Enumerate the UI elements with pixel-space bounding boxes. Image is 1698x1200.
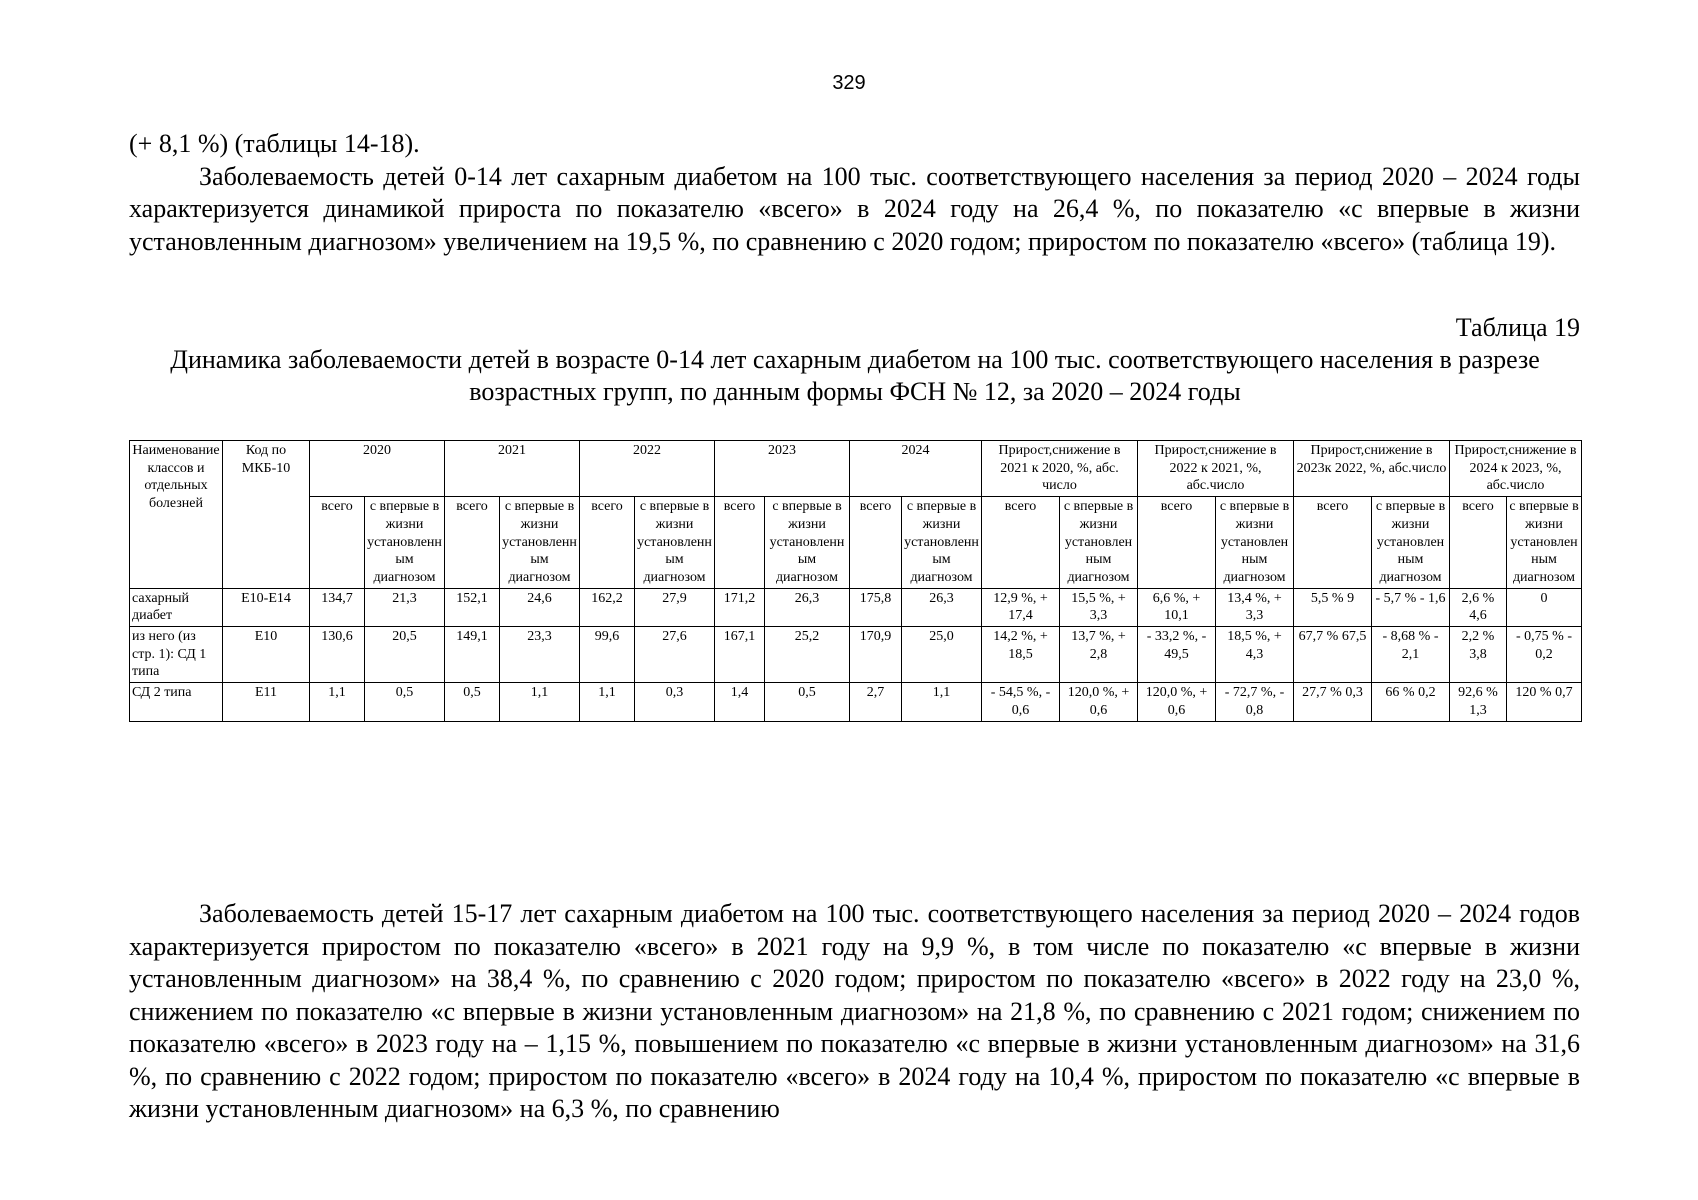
cell: 1,1 <box>580 683 635 721</box>
cell: 25,2 <box>765 627 850 683</box>
change-cell: - 8,68 % - 2,1 <box>1372 627 1450 683</box>
header-year: 2022 <box>580 441 715 497</box>
cell: 0,5 <box>365 683 445 721</box>
header-name: Наименование классов и отдельных болезней <box>130 441 223 589</box>
header-total: всего <box>445 497 500 589</box>
header-year: 2023 <box>715 441 850 497</box>
change-cell: 6,6 %, + 10,1 <box>1138 588 1216 626</box>
header-new: с впервые в жизни установленным диагнозом <box>1060 497 1138 589</box>
change-cell: 0 <box>1507 588 1582 626</box>
cell: 130,6 <box>310 627 365 683</box>
cell: 171,2 <box>715 588 765 626</box>
header-total: всего <box>580 497 635 589</box>
cell: 25,0 <box>902 627 982 683</box>
change-cell: - 54,5 %, - 0,6 <box>982 683 1060 721</box>
change-cell: - 33,2 %, - 49,5 <box>1138 627 1216 683</box>
change-cell: 14,2 %, + 18,5 <box>982 627 1060 683</box>
change-cell: 18,5 %, + 4,3 <box>1216 627 1294 683</box>
change-cell: 2,6 % 4,6 <box>1450 588 1507 626</box>
intro-line: (+ 8,1 %) (таблицы 14-18). <box>129 129 420 158</box>
cell: 152,1 <box>445 588 500 626</box>
header-year: 2020 <box>310 441 445 497</box>
header-new: с впервые в жизни установленным диагнозом <box>500 497 580 589</box>
cell: 149,1 <box>445 627 500 683</box>
header-total: всего <box>1138 497 1216 589</box>
cell: 99,6 <box>580 627 635 683</box>
cell: 1,4 <box>715 683 765 721</box>
header-new: с впервые в жизни установленным диагнозом <box>1507 497 1582 589</box>
header-total: всего <box>1294 497 1372 589</box>
change-cell: 92,6 % 1,3 <box>1450 683 1507 721</box>
header-new: с впервые в жизни установленным диагнозом <box>635 497 715 589</box>
change-cell: 66 % 0,2 <box>1372 683 1450 721</box>
after-text <box>129 898 1580 1126</box>
cell: 26,3 <box>902 588 982 626</box>
page-number: 329 <box>832 72 866 94</box>
change-cell: - 5,7 % - 1,6 <box>1372 588 1450 626</box>
change-cell: 120,0 %, + 0,6 <box>1060 683 1138 721</box>
cell: 1,1 <box>500 683 580 721</box>
header-total: всего <box>982 497 1060 589</box>
change-cell: 2,2 % 3,8 <box>1450 627 1507 683</box>
header-total: всего <box>715 497 765 589</box>
cell: 26,3 <box>765 588 850 626</box>
table-caption: Динамика заболеваемости детей в возрасте 0-14 лет сахарным диабетом на 100 тыс. соответствующего населения в разрезе возрастных групп, по данным формы ФСН № 12, за 2020 – 2024 годы <box>170 345 1540 406</box>
change-cell: 67,7 % 67,5 <box>1294 627 1372 683</box>
header-year: 2021 <box>445 441 580 497</box>
intro-paragraph: Заболеваемость детей 0-14 лет сахарным диабетом на 100 тыс. соответствующего населения за период 2020 – 2024 годы характеризуется динамикой прироста по показателю «всего» в 2024 году на 26,4 %, по показателю «с впервые в жизни установленным диагнозом» увеличением на 19,5 %, по сравнению с 2020 годом; приростом по показателю «всего» (таблица 19). <box>129 161 1580 256</box>
header-change: Прирост,снижение в 2021 к 2020, %, абс. число <box>982 441 1138 497</box>
change-cell: 120,0 %, + 0,6 <box>1138 683 1216 721</box>
change-cell: 13,4 %, + 3,3 <box>1216 588 1294 626</box>
table-number: Таблица 19 <box>1455 313 1580 342</box>
header-new: с впервые в жизни установленным диагнозом <box>1216 497 1294 589</box>
cell: 162,2 <box>580 588 635 626</box>
intro-text <box>129 128 1580 258</box>
cell: 170,9 <box>850 627 902 683</box>
after-paragraph: Заболеваемость детей 15-17 лет сахарным диабетом на 100 тыс. соответствующего населения за период 2020 – 2024 годов характеризуется приростом по показателю «всего» в 2021 году на 9,9 %, в том числе по показателю «с впервые в жизни установленным диагнозом» на 38,4 %, по сравнению с 2020 годом; приростом по показателю «всего» в 2022 году на 23,0 %, снижением по показателю «с впервые в жизни установленным диагнозом» на 21,8 %, по сравнению с 2021 годом; снижением по показателю «всего» в 2023 году на – 1,15 %, повышением по показателю «с впервые в жизни установленным диагнозом» на 31,6 %, по сравнению с 2022 годом; приростом по показателю «всего» в 2024 году на 10,4 %, приростом по показателю «с впервые в жизни установленным диагнозом» на 6,3 %, по сравнению <box>129 899 1580 1123</box>
row-name: СД 2 типа <box>130 683 223 721</box>
change-cell: 13,7 %, + 2,8 <box>1060 627 1138 683</box>
header-new: с впервые в жизни установленным диагнозом <box>1372 497 1450 589</box>
cell: 20,5 <box>365 627 445 683</box>
row-code: Е10 <box>223 627 310 683</box>
header-row-years <box>130 441 1582 497</box>
cell: 0,3 <box>635 683 715 721</box>
cell: 27,9 <box>635 588 715 626</box>
cell: 0,5 <box>765 683 850 721</box>
change-cell: - 72,7 %, - 0,8 <box>1216 683 1294 721</box>
cell: 1,1 <box>902 683 982 721</box>
incidence-table <box>129 440 1582 722</box>
change-cell: 12,9 %, + 17,4 <box>982 588 1060 626</box>
cell: 23,3 <box>500 627 580 683</box>
change-cell: 5,5 % 9 <box>1294 588 1372 626</box>
change-cell: 15,5 %, + 3,3 <box>1060 588 1138 626</box>
row-name: из него (из стр. 1): СД 1 типа <box>130 627 223 683</box>
cell: 0,5 <box>445 683 500 721</box>
table-row <box>130 683 1582 721</box>
header-year: 2024 <box>850 441 982 497</box>
change-cell: - 0,75 % - 0,2 <box>1507 627 1582 683</box>
header-new: с впервые в жизни установленным диагнозом <box>365 497 445 589</box>
header-total: всего <box>1450 497 1507 589</box>
row-code: Е11 <box>223 683 310 721</box>
header-new: с впервые в жизни установленным диагнозом <box>765 497 850 589</box>
change-cell: 27,7 % 0,3 <box>1294 683 1372 721</box>
header-change: Прирост,снижение в 2022 к 2021, %, абс.число <box>1138 441 1294 497</box>
header-total: всего <box>850 497 902 589</box>
header-total: всего <box>310 497 365 589</box>
header-row-sub <box>130 497 1582 589</box>
row-name: сахарный диабет <box>130 588 223 626</box>
change-cell: 120 % 0,7 <box>1507 683 1582 721</box>
cell: 175,8 <box>850 588 902 626</box>
cell: 21,3 <box>365 588 445 626</box>
cell: 24,6 <box>500 588 580 626</box>
table-row <box>130 588 1582 626</box>
row-code: Е10-Е14 <box>223 588 310 626</box>
header-code: Код по МКБ-10 <box>223 441 310 589</box>
cell: 27,6 <box>635 627 715 683</box>
header-change: Прирост,снижение в 2023к 2022, %, абс.число <box>1294 441 1450 497</box>
header-new: с впервые в жизни установленным диагнозом <box>902 497 982 589</box>
cell: 167,1 <box>715 627 765 683</box>
table-row <box>130 627 1582 683</box>
cell: 2,7 <box>850 683 902 721</box>
cell: 1,1 <box>310 683 365 721</box>
header-change: Прирост,снижение в 2024 к 2023, %, абс.число <box>1450 441 1582 497</box>
cell: 134,7 <box>310 588 365 626</box>
